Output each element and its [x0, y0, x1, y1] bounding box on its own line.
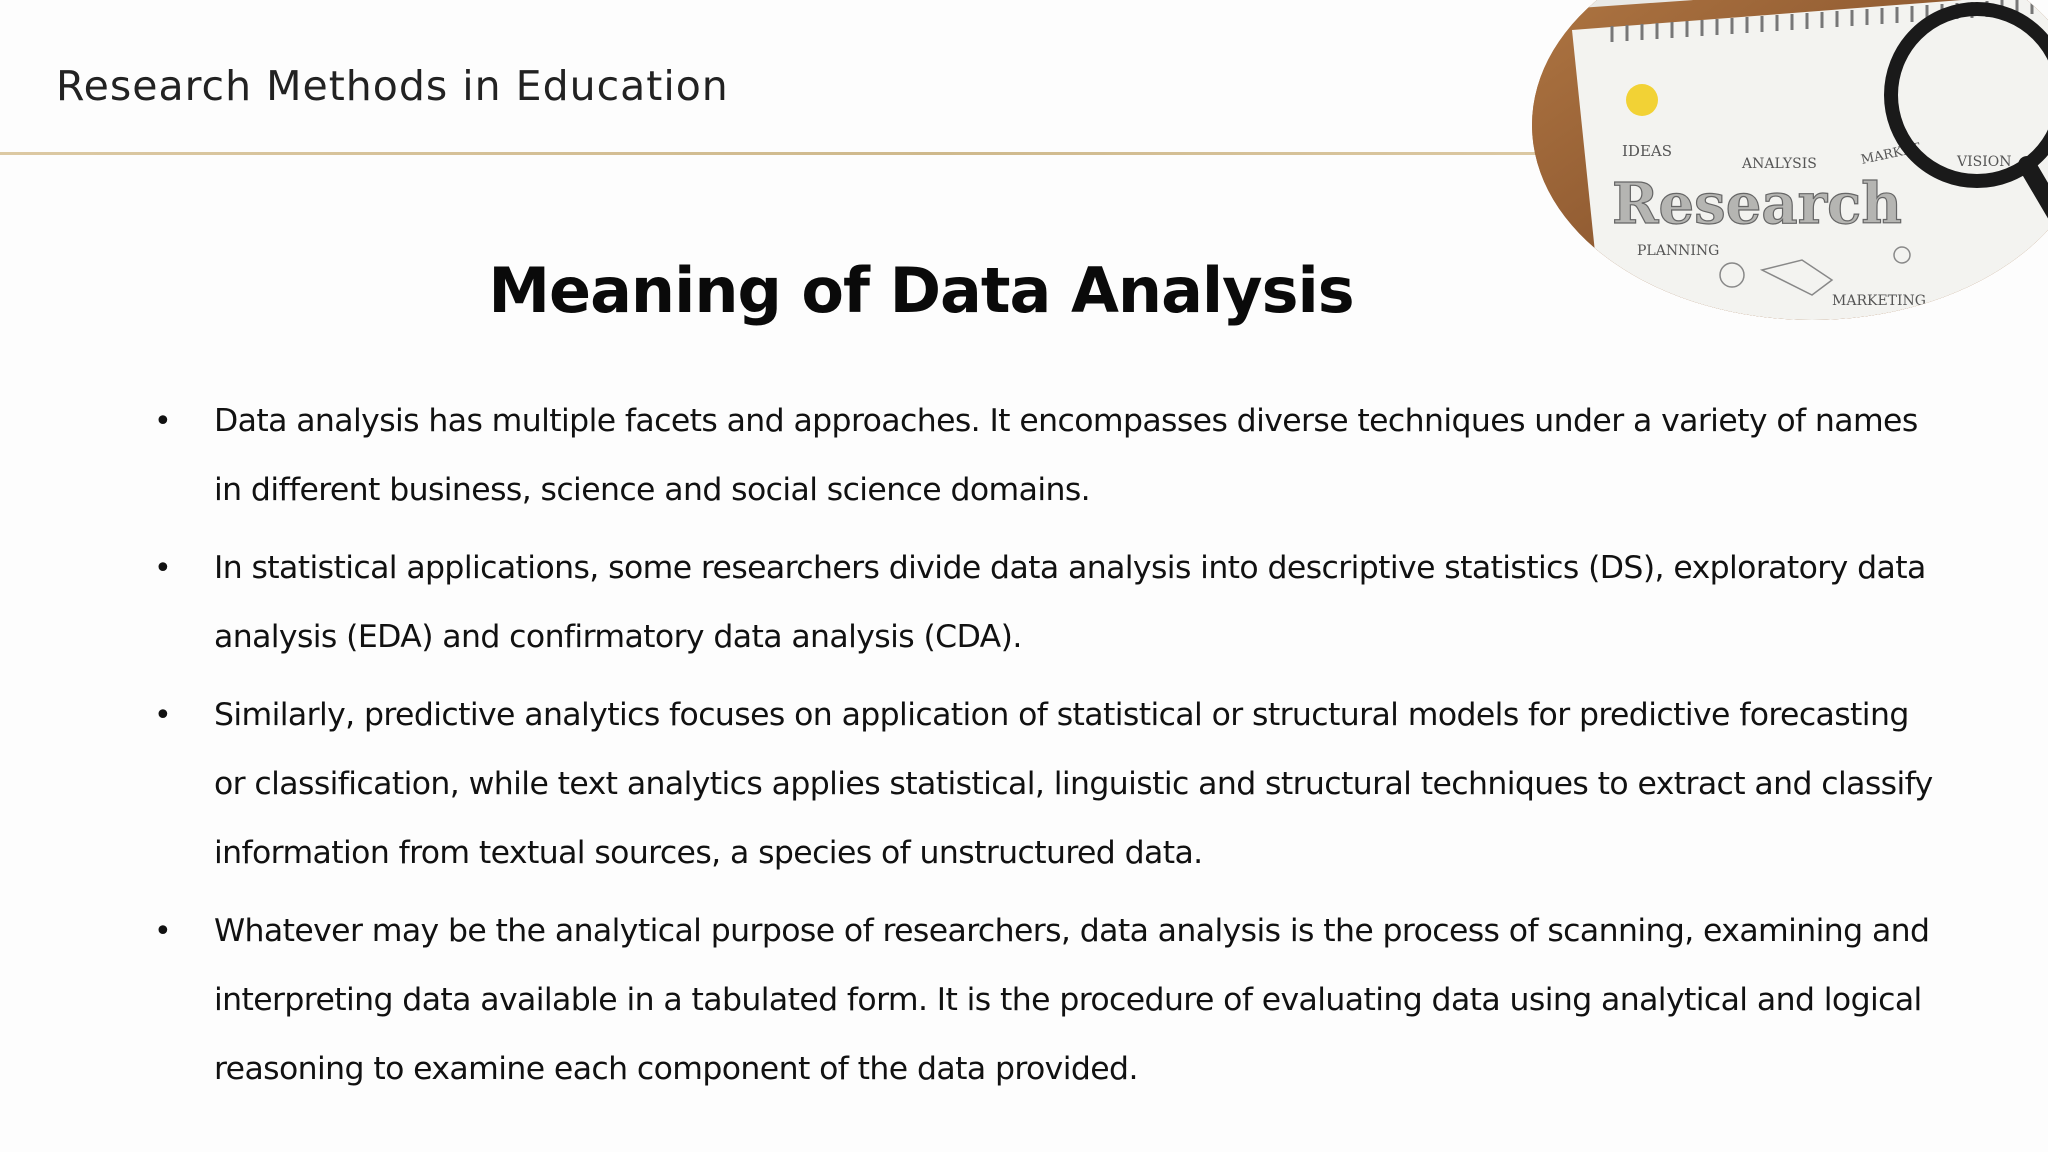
bullet-item [0, 681, 2048, 888]
bullet-item [0, 534, 2048, 672]
bullet-item [0, 897, 2048, 1104]
bullet-marker: • [154, 914, 172, 949]
bullet-text: In statistical applications, some researchers divide data analysis into descriptive statistics (DS), exploratory data analysis (EDA) and confirmatory data analysis (CDA). [214, 550, 1926, 655]
slide-title: Meaning of Data Analysis [488, 254, 1354, 327]
photo-word-research: Research [1612, 171, 1902, 237]
photo-word-ideas: IDEAS [1622, 142, 1673, 160]
bullet-text: Whatever may be the analytical purpose of researchers, data analysis is the process of scanning, examining and interpreting data available in a tabulated form. It is the procedure of evaluating data using analytical and logical reasoning to examine each component of the data provided. [214, 913, 1930, 1087]
photo-word-market: MARKET [1859, 140, 1922, 168]
photo-word-vision: VISION [1957, 154, 2012, 170]
header-title: Research Methods in Education [56, 62, 729, 110]
bullet-text: Data analysis has multiple facets and approaches. It encompasses diverse techniques under a variety of names in different business, science and social science domains. [214, 403, 1918, 508]
bullet-marker: • [154, 404, 172, 439]
bullet-marker: • [154, 698, 172, 733]
photo-word-analysis: ANALYSIS [1742, 156, 1817, 172]
bullet-marker: • [154, 551, 172, 586]
bullet-item [0, 387, 2048, 525]
header-divider [0, 152, 1560, 155]
bullet-list [0, 387, 2048, 1113]
bullet-text: Similarly, predictive analytics focuses on application of statistical or structural models for predictive forecasting or classification, while text analytics applies statistical, linguistic and structural techniques to extract and classify information from textual sources, a species of unstructured data. [214, 697, 1933, 871]
photo-word-planning: PLANNING [1637, 243, 1720, 259]
photo-word-marketing: MARKETING [1832, 293, 1926, 309]
